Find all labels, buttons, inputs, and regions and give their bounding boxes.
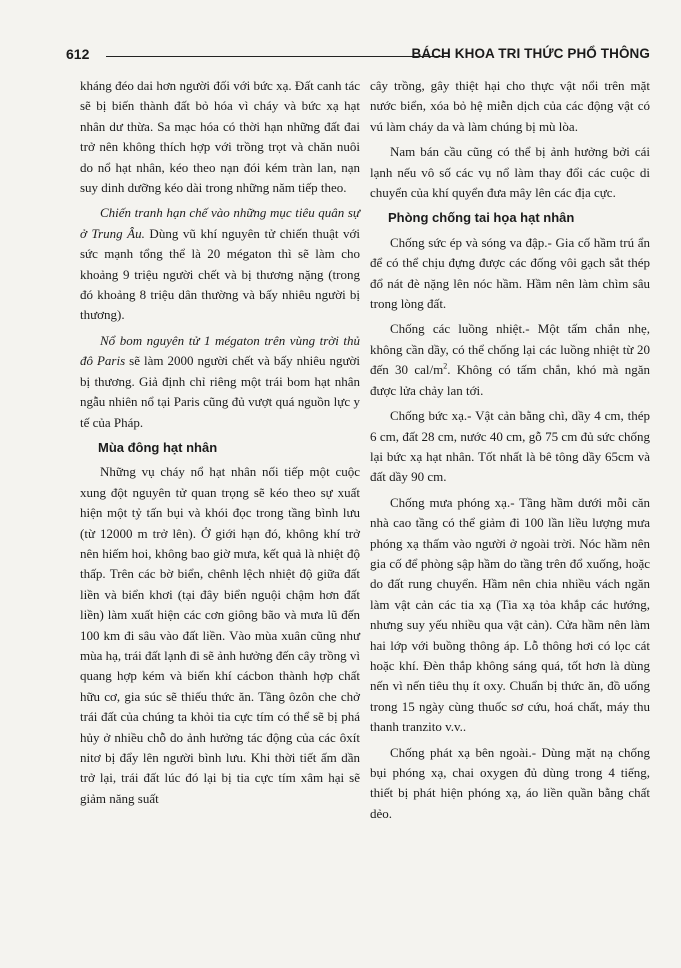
paragraph: Chống mưa phóng xạ.- Tầng hầm dưới mỗi căn nhà cao tầng có thể giảm đi 100 lần liều lượng mưa phóng xạ thấm vào người ở ngoài trời. Nóc hầm nên gia cố để phòng sập hầm do tầng trên đổ xuống, hoặc do đất rung chuyển. Hầm nên chia nhiều vách ngăn làm vật cản các tia xạ (Tia xạ tỏa khắp các hướng, nhưng suy yếu nhiều qua vật cản). Cửa hầm nên làm hai lớp với buồng thông áp. Lỗ thông hơi có lọc cát hoặc khí. Đèn thắp không sáng quá, tốt hơn là dùng nến vì nến tiêu thụ ít oxy. Chuẩn bị thức ăn, đồ uống trong 15 ngày cùng thuốc sơ cứu, hoá chất, máy thu thanh tranzito v.v.. — [370, 494, 650, 735]
running-title: BÁCH KHOA TRI THỨC PHỔ THÔNG — [411, 46, 650, 61]
paragraph-body: sẽ làm 2000 người chết và bấy nhiêu người bị thương. Giả định chỉ riêng một trái bom hạt nhân ngẫu nhiên nổ tại Paris cũng đủ vượt quá nguồn lực y tế của Pháp. — [80, 353, 361, 430]
paragraph-body: Dùng vũ khí nguyên tử chiến thuật với sức mạnh tổng thể là 20 mégaton thì sẽ làm cho khoảng 9 triệu người chết và bị thương nặng (trong đó khoảng 8 triệu dân thường và bấy nhiêu người bị thương). — [80, 225, 361, 323]
paragraph-body: Chống các luồng nhiệt.- Một tấm chắn nhẹ, không cần dầy, có thể chống lại các luồng nhiệt từ 20 đến 30 cal/m — [370, 321, 650, 378]
paragraph: Những vụ cháy nổ hạt nhân nối tiếp một cuộc xung đột nguyên tử quan trọng sẽ kéo theo sự xuất hiện một tỷ tấn bụi và khói đọc trong tầng bình lưu (từ 12000 m trở lên). Ở giới hạn đó, không khí trở nên hiếm hoi, không bao giờ mưa, kết quả là nhiệt độ thấp. Trên các bờ biển, chênh lệch nhiệt độ giữa đất liền và biển khơi (tại đây biển nguội chậm hơn đất liền) làm xuất hiện các cơn giông bão và mưa lũ đến 100 km đi sâu vào đất liền. Vào mùa xuân cũng như mùa hạ, trái đất lạnh đi sẽ ảnh hưởng đến cây trồng vì quang hợp kém và biến khí cácbon thành hợp chất hữu cơ, gia súc sẽ thiếu thức ăn. Tầng ôzôn che chở trái đất của chúng ta khỏi tia cực tím có thể sẽ bị phá hủy ở nhiều chỗ do ảnh hưởng tác động của các ôxít nitơ bị đẩy lên người bình lưu. Khi thời tiết ấm dần trở lại, trái đất lúc đó lại bị tia cực tím xâm hại sẽ giảm năng suất — [80, 464, 360, 806]
paragraph: Nam bán cầu cũng có thể bị ảnh hưởng bởi cái lạnh nếu vô số các vụ nổ làm thay đổi các cuộc di chuyển của khí quyển đưa mây lên các địa cực. — [370, 144, 650, 201]
paragraph: Chống phát xạ bên ngoài.- Dùng mặt nạ chống bụi phóng xạ, chai oxygen đủ dùng trong 4 tiếng, thiết bị phát hiện phóng xạ, áo liền quần bằng chất dẻo. — [370, 744, 650, 821]
paragraph-lead: Chiến tranh hạn chế vào những mục tiêu quân sự ở Trung Âu. — [80, 205, 360, 241]
section-heading: Phòng chống tai họa hạt nhân — [388, 210, 575, 226]
paragraph — [80, 331, 360, 433]
paragraph: Chống sức ép và sóng va đập.- Gia cố hầm trú ẩn để có thể chịu đựng được các đống vôi gạch sắt thép đổ nát đè nặng lên nóc hầm. Hầm nên làm chìm sâu trong lòng đất. — [370, 234, 650, 312]
header-rule — [106, 56, 450, 57]
paragraph-lead: Nổ bom nguyên tử 1 mégaton trên vùng trời thủ đô Paris — [80, 332, 360, 369]
paragraph — [80, 203, 360, 325]
paragraph: kháng đéo dai hơn người đối với bức xạ. Đất canh tác sẽ bị biến thành đất bỏ hóa vì cháy và bức xạ hạt nhân dư thừa. Sa mạc hóa có thời hạn những đất đai trở nên không thích hợp với trồng trọt và chăn nuôi do nổ hạt nhân, kéo theo nạn đói kém tràn lan, nạn suy dinh dưỡng kéo dài trong những năm tiếp theo. — [80, 78, 360, 196]
paragraph-body: . Không có tấm chắn, khó mà ngăn được lửa chảy lan tới. — [370, 362, 650, 398]
page-number: 612 — [66, 46, 90, 62]
paragraph: cây trồng, gây thiệt hại cho thực vật nổi trên mặt nước biển, xóa bỏ hệ miễn dịch của các động vật có vú làm cháy da và làm chúng bị mù lòa. — [370, 78, 650, 134]
right-column — [370, 76, 650, 829]
superscript: 2 — [443, 361, 448, 371]
page-header — [66, 44, 650, 68]
section-heading: Mùa đông hạt nhân — [98, 439, 218, 455]
paragraph — [370, 319, 650, 401]
left-column — [80, 76, 360, 814]
paragraph: Chống bức xạ.- Vật cản bằng chì, dầy 4 cm, thép 6 cm, đất 28 cm, nước 40 cm, gỗ 75 cm đủ sức chống lại bức xạ hạt nhân. Tốt nhất là bê tông dầy 65cm và đất dầy 90 cm. — [370, 408, 650, 485]
